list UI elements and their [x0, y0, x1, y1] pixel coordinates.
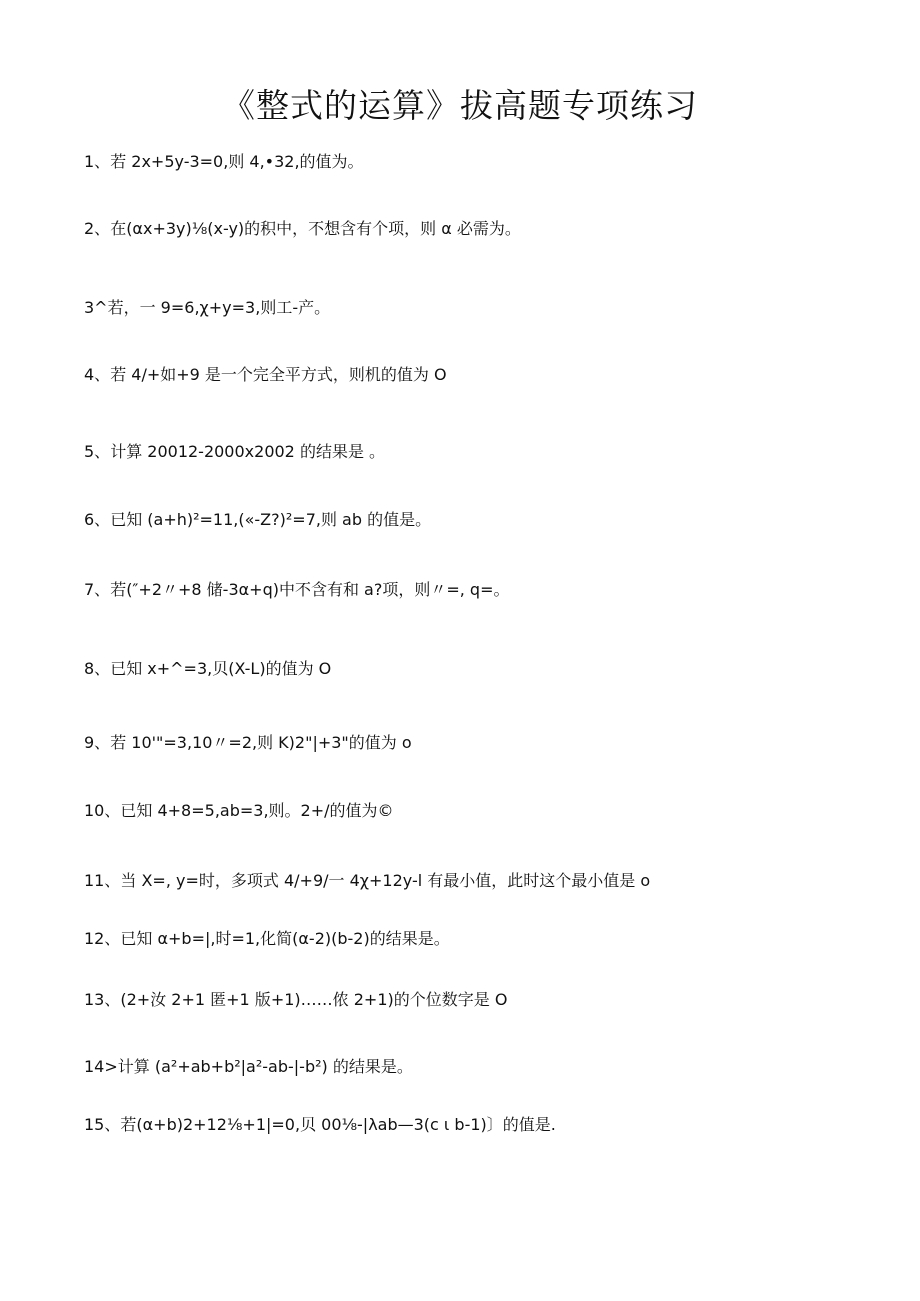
question-text: 若(″+2〃+8 储-3α+q)中不含有和 a?项，则〃=, q=。 [110, 580, 510, 599]
question-number: 1、 [84, 152, 111, 171]
question-10 [84, 799, 394, 823]
question-text: 已知 4+8=5,ab=3,则。2+/的值为© [120, 801, 394, 820]
question-text: 若 4/+如+9 是一个完全平方式，则机的值为 O [110, 365, 447, 384]
question-text: 计算 20012-2000x2002 的结果是 。 [110, 442, 386, 461]
question-4 [84, 363, 447, 387]
question-6 [84, 508, 431, 532]
question-number: 15、 [84, 1115, 121, 1134]
question-number: 9、 [84, 733, 111, 752]
question-number: 6、 [84, 510, 111, 529]
question-13 [84, 988, 507, 1012]
question-text: 已知 x+^=3,贝(X-L)的值为 O [110, 659, 332, 678]
question-number: 7、 [84, 580, 111, 599]
question-number: 12、 [84, 929, 121, 948]
question-7 [84, 578, 510, 602]
question-text: 计算 (a²+ab+b²|a²-ab-|-b²) 的结果是。 [117, 1057, 413, 1076]
document-title: 《整式的运算》拔高题专项练习 [222, 86, 698, 125]
question-text: 已知 α+b=|,时=1,化简(α-2)(b-2)的结果是。 [120, 929, 450, 948]
question-5 [84, 440, 385, 464]
question-12 [84, 927, 450, 951]
question-number: 13、 [84, 990, 121, 1009]
question-14 [84, 1055, 413, 1079]
question-text: 已知 (a+h)²=11,(«-Z?)²=7,则 ab 的值是。 [110, 510, 432, 529]
question-text: 当 X=, y=时，多项式 4/+9/一 4χ+12y-l 有最小值，此时这个最小值是 o [120, 871, 651, 890]
question-text: (2+汝 2+1 匿+1 版+1)……侬 2+1)的个位数字是 O [120, 990, 508, 1009]
question-8 [84, 657, 331, 681]
question-11 [84, 869, 650, 893]
question-9 [84, 731, 412, 755]
question-15 [84, 1113, 556, 1137]
question-number: 10、 [84, 801, 121, 820]
question-text: 若，一 9=6,χ+y=3,则工-产。 [107, 298, 331, 317]
question-3 [84, 296, 330, 320]
question-text: 在(αx+3y)⅛(x-y)的积中，不想含有个项，则 α 必需为。 [110, 219, 521, 238]
question-1 [84, 150, 364, 174]
question-number: 14> [84, 1057, 118, 1076]
question-number: 4、 [84, 365, 111, 384]
question-text: 若(α+b)2+12⅛+1|=0,贝 00⅛-|λab—3(c ι b-1)〕的值是. [120, 1115, 556, 1134]
question-text: 若 10'"=3,10〃=2,则 K)2"|+3"的值为 o [110, 733, 412, 752]
question-number: 8、 [84, 659, 111, 678]
question-number: 5、 [84, 442, 111, 461]
question-number: 2、 [84, 219, 111, 238]
question-number: 11、 [84, 871, 121, 890]
question-text: 若 2x+5y-3=0,则 4,•32,的值为。 [110, 152, 364, 171]
question-number: 3^ [84, 298, 108, 317]
question-2 [84, 217, 521, 241]
